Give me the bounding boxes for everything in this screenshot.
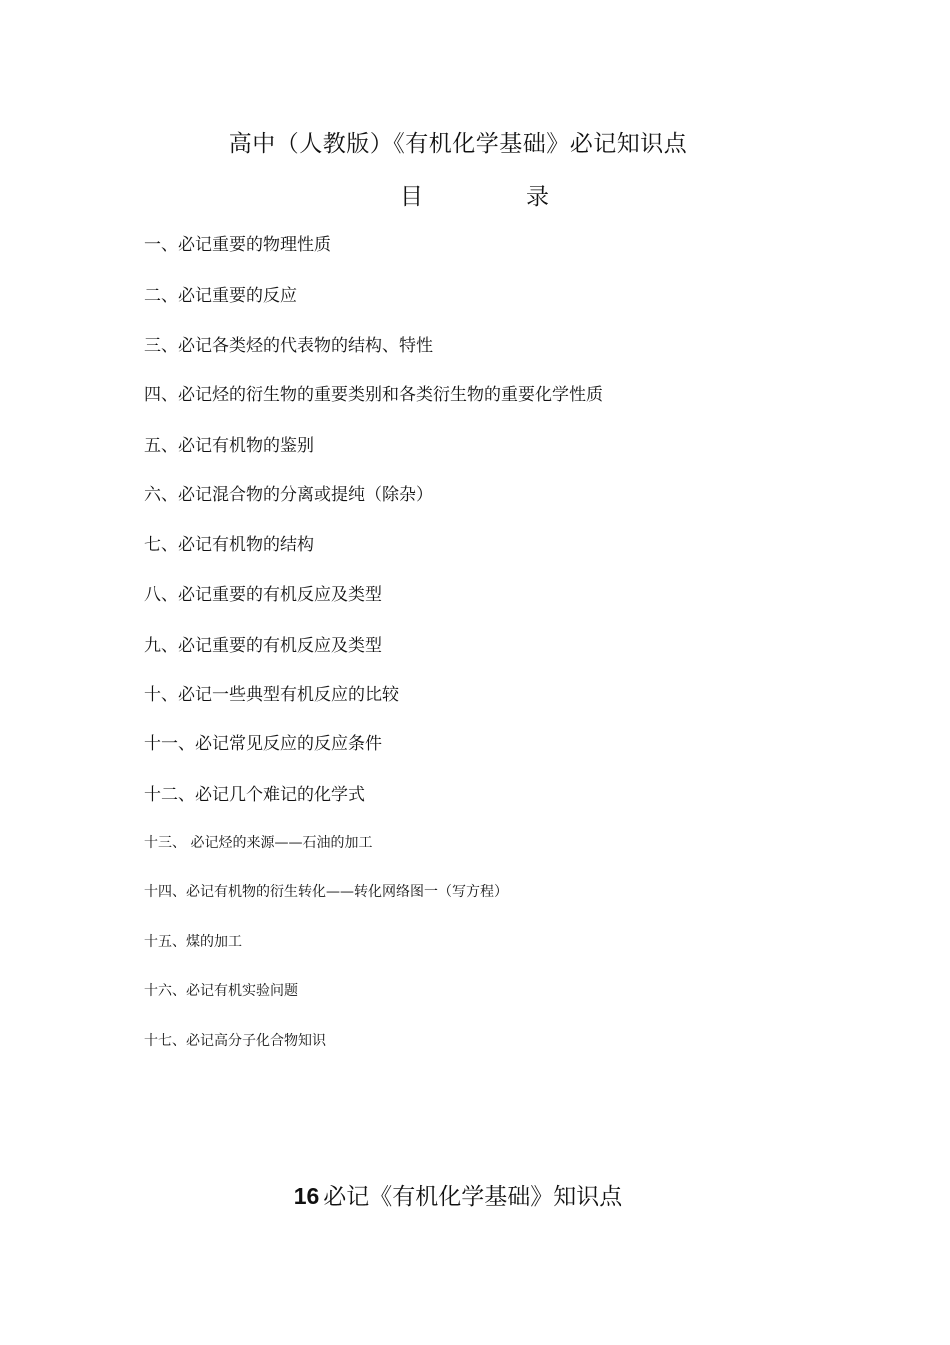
toc-item: 五、必记有机物的鉴别 bbox=[144, 436, 314, 456]
toc-item: 一、必记重要的物理性质 bbox=[144, 235, 331, 255]
section-heading bbox=[0, 1178, 916, 1211]
toc-item: 十三、 必记烃的来源——石油的加工 bbox=[144, 835, 373, 851]
document-title: 高中（人教版）《有机化学基础》必记知识点 bbox=[228, 131, 688, 157]
section-number: 16 bbox=[293, 1183, 320, 1209]
toc-item: 十一、必记常见反应的反应条件 bbox=[144, 734, 382, 754]
toc-item: 二、必记重要的反应 bbox=[144, 286, 297, 306]
section-title-text: 必记《有机化学基础》知识点 bbox=[323, 1184, 623, 1210]
toc-heading-char-2: 录 bbox=[526, 184, 549, 210]
toc-item: 六、必记混合物的分离或提纯（除杂） bbox=[144, 485, 433, 505]
toc-item: 八、必记重要的有机反应及类型 bbox=[144, 585, 382, 605]
toc-item: 七、必记有机物的结构 bbox=[144, 535, 314, 555]
toc-heading-char-1: 目 bbox=[400, 184, 423, 210]
toc-item: 九、必记重要的有机反应及类型 bbox=[144, 636, 382, 656]
toc-item: 十、必记一些典型有机反应的比较 bbox=[144, 685, 399, 705]
toc-item: 十五、煤的加工 bbox=[144, 934, 242, 950]
toc-item: 十六、必记有机实验问题 bbox=[144, 983, 298, 999]
toc-item: 三、必记各类烃的代表物的结构、特性 bbox=[144, 336, 433, 356]
toc-item: 四、必记烃的衍生物的重要类别和各类衍生物的重要化学性质 bbox=[144, 385, 603, 405]
toc-item: 十七、必记高分子化合物知识 bbox=[144, 1033, 326, 1049]
toc-item: 十四、必记有机物的衍生转化——转化网络图一（写方程） bbox=[144, 884, 508, 900]
toc-item: 十二、必记几个难记的化学式 bbox=[144, 785, 365, 805]
